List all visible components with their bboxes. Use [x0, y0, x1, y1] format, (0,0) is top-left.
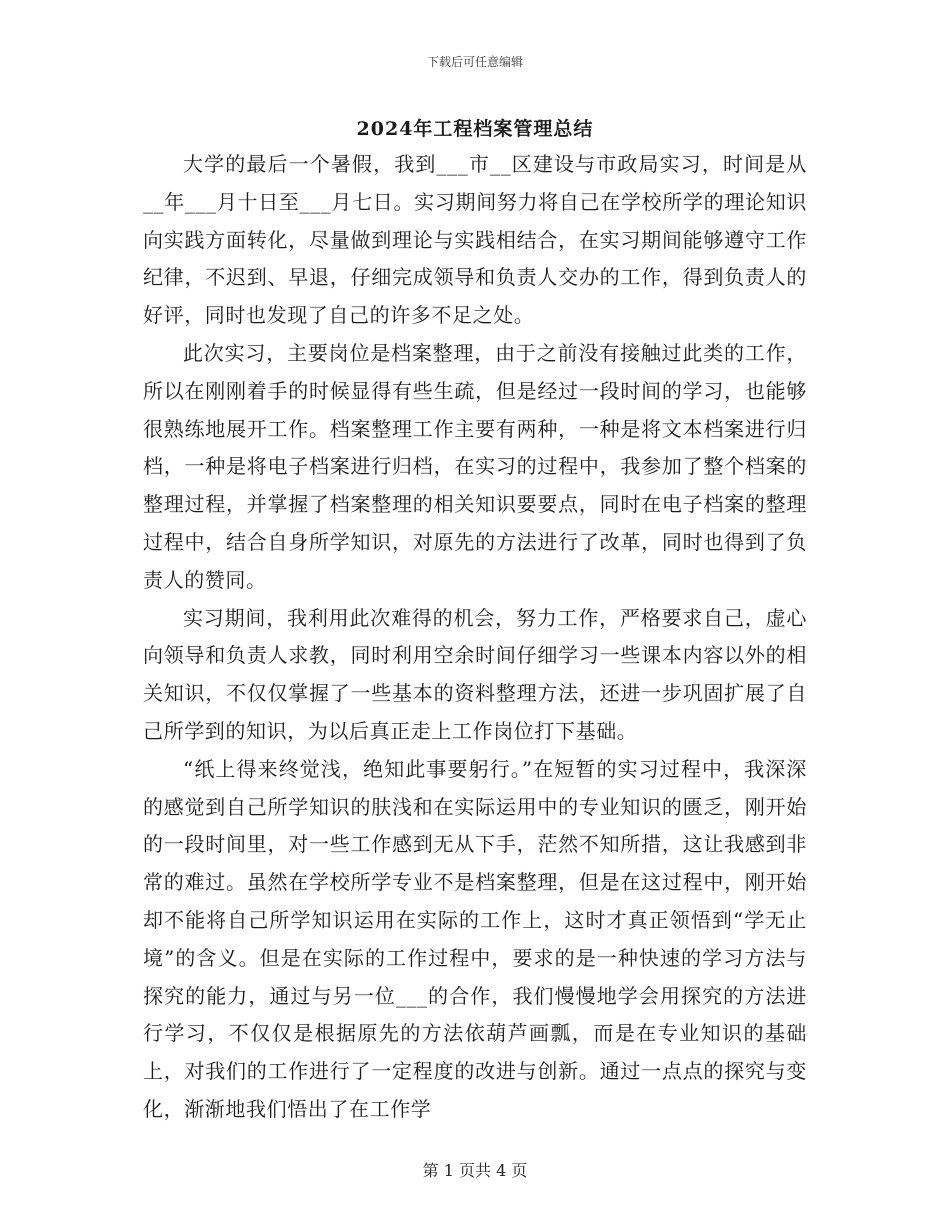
- page-footer: 第 1 页共 4 页: [422, 1161, 528, 1180]
- document-title: 2024年工程档案管理总结: [356, 118, 594, 140]
- paragraph-4: “纸上得来终觉浅，绝知此事要躬行。”在短暂的实习过程中，我深深的感觉到自己所学知识的肤浅和在实际运用中的专业知识的匮乏，刚开始的一段时间里，对一些工作感到无从下手，茫然不知所措，这让我感到非常的难过。虽然在学校所学专业不是档案整理，但是在这过程中，刚开始却不能将自己所学知识运用在实际的工作上，这时才真正领悟到“学无止境”的含义。但是在实际的工作过程中，要求的是一种快速的学习方法与探究的能力，通过与另一位___的合作，我们慢慢地学会用探究的方法进行学习，不仅仅是根据原先的方法依葫芦画瓢，而是在专业知识的基础上，对我们的工作进行了一定程度的改进与创新。通过一点点的探究与变化，渐渐地我们悟出了在工作学: [143, 756, 807, 1121]
- paragraph-3: 实习期间，我利用此次难得的机会，努力工作，严格要求自己，虚心向领导和负责人求教，同时利用空余时间仔细学习一些课本内容以外的相关知识，不仅仅掌握了一些基本的资料整理方法，还进一步巩固扩展了自己所学到的知识，为以后真正走上工作岗位打下基础。: [143, 605, 807, 743]
- paragraph-1: 大学的最后一个暑假，我到___市__区建设与市政局实习，时间是从__年___月十日至___月七日。实习期间努力将自己在学校所学的理论知识向实践方面转化，尽量做到理论与实践相结合，在实习期间能够遵守工作纪律，不迟到、早退，仔细完成领导和负责人交办的工作，得到负责人的好评，同时也发现了自己的许多不足之处。: [143, 152, 807, 328]
- header-note: 下载后可任意编辑: [426, 55, 523, 69]
- paragraph-2: 此次实习，主要岗位是档案整理，由于之前没有接触过此类的工作，所以在刚刚着手的时候显得有些生疏，但是经过一段时间的学习，也能够很熟练地展开工作。档案整理工作主要有两种，一种是将文本档案进行归档，一种是将电子档案进行归档，在实习的过程中，我参加了整个档案的整理过程，并掌握了档案整理的相关知识要要点，同时在电子档案的整理过程中，结合自身所学知识，对原先的方法进行了改革，同时也得到了负责人的赞同。: [143, 340, 807, 592]
- document-body: [143, 146, 807, 1129]
